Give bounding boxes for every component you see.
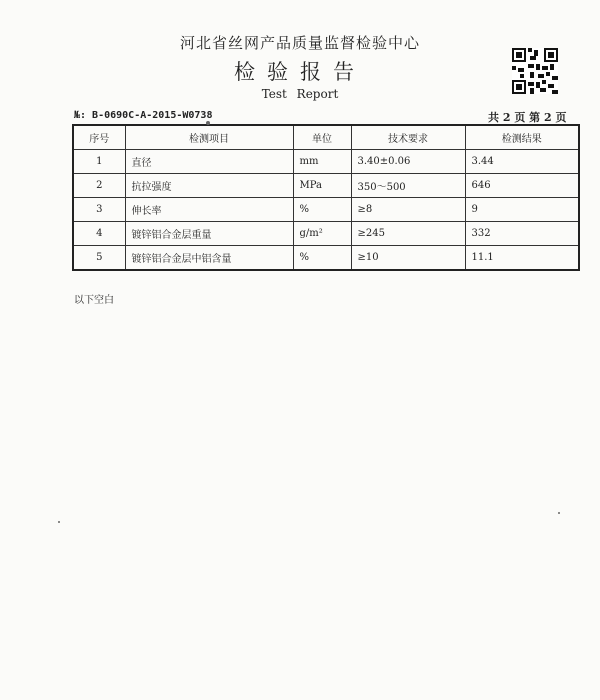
test-item: 抗拉强度: [125, 174, 293, 198]
column-header: 单位: [293, 125, 351, 150]
row-index: 1: [73, 150, 125, 174]
scan-speck: [206, 121, 210, 125]
result: 332: [465, 222, 579, 246]
table-row: [73, 222, 579, 246]
scan-speck: [58, 521, 60, 523]
column-header: 序号: [73, 125, 125, 150]
scan-speck: [558, 512, 560, 514]
row-index: 3: [73, 198, 125, 222]
requirement: ≥245: [351, 222, 465, 246]
column-header: 技术要求: [351, 125, 465, 150]
results-table: [72, 124, 580, 271]
unit: mm: [293, 150, 351, 174]
table-row: [73, 198, 579, 222]
requirement: 350～500: [351, 174, 465, 198]
table-row: [73, 174, 579, 198]
unit: MPa: [293, 174, 351, 198]
unit: g/m²: [293, 222, 351, 246]
test-item: 镀锌铝合金层中铝含量: [125, 246, 293, 271]
requirement: 3.40±0.06: [351, 150, 465, 174]
test-item: 镀锌铝合金层重量: [125, 222, 293, 246]
requirement: ≥10: [351, 246, 465, 271]
result: 646: [465, 174, 579, 198]
report-subtitle: Test Report: [261, 87, 339, 101]
organization-name: 河北省丝网产品质量监督检验中心: [179, 34, 420, 52]
column-header: 检测结果: [465, 125, 579, 150]
table-row: [73, 246, 579, 271]
result: 11.1: [465, 246, 579, 271]
page-info: 共 2 页 第 2 页: [488, 111, 567, 124]
unit: %: [293, 198, 351, 222]
row-index: 2: [73, 174, 125, 198]
table-row: [73, 150, 579, 174]
result: 9: [465, 198, 579, 222]
test-item: 伸长率: [125, 198, 293, 222]
row-index: 4: [73, 222, 125, 246]
qr-code-icon: [512, 48, 558, 94]
result: 3.44: [465, 150, 579, 174]
report-number: №: B-0690C-A-2015-W0738: [74, 110, 213, 121]
table-header-row: [73, 125, 579, 150]
test-item: 直径: [125, 150, 293, 174]
report-title: 检验报告: [234, 60, 366, 84]
unit: %: [293, 246, 351, 271]
blank-note: 以下空白: [74, 295, 114, 306]
column-header: 检测项目: [125, 125, 293, 150]
requirement: ≥8: [351, 198, 465, 222]
row-index: 5: [73, 246, 125, 271]
